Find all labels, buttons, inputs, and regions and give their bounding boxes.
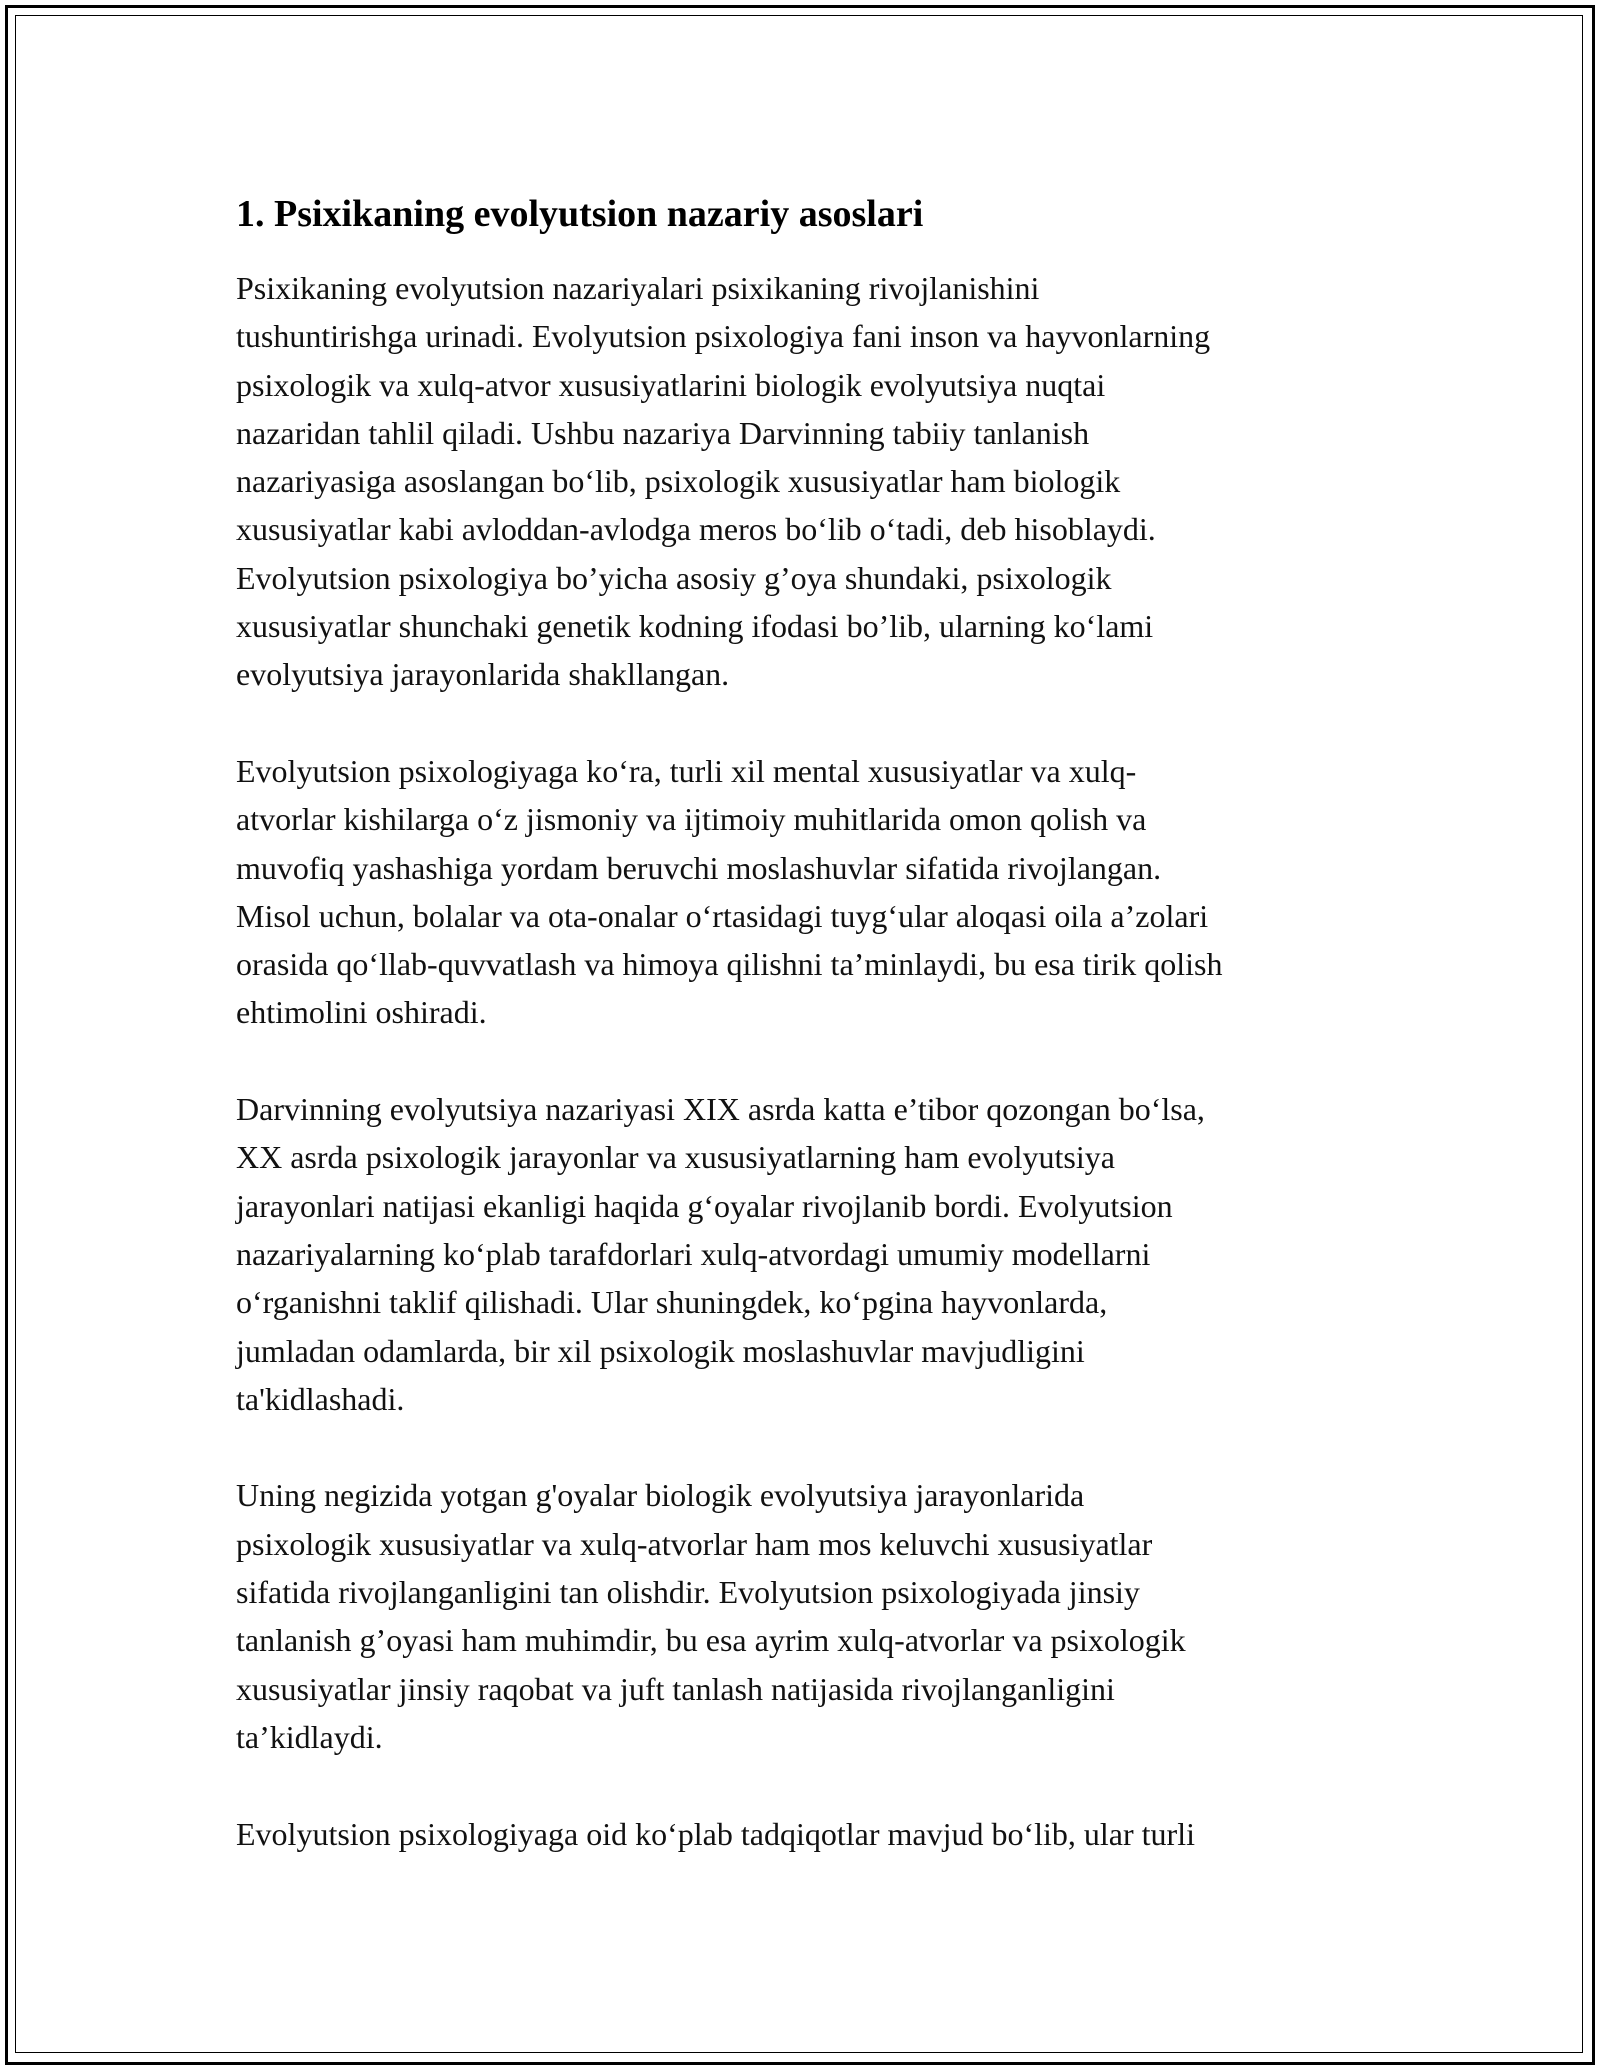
paragraph-line: o‘rganishni taklif qilishadi. Ular shuningdek, ko‘pgina hayvonlarda,	[236, 1284, 1108, 1321]
paragraph-line: evolyutsiya jarayonlarida shakllangan.	[236, 656, 730, 693]
paragraph-line: Psixikaning evolyutsion nazariyalari psixikaning rivojlanishini	[236, 270, 1040, 306]
paragraph-line: atvorlar kishilarga o‘z jismoniy va ijtimoiy muhitlarida omon qolish va	[236, 801, 1147, 838]
paragraph-line: jumladan odamlarda, bir xil psixologik moslashuvlar mavjudligini	[236, 1332, 1085, 1369]
paragraph-line: Uning negizida yotgan g'oyalar biologik evolyutsiya jarayonlarida	[236, 1477, 1085, 1514]
paragraph-line: xususiyatlar jinsiy raqobat va juft tanlash natijasida rivojlanganligini	[236, 1670, 1115, 1707]
paragraph-spacer	[236, 1761, 1386, 1809]
section-title: 1. Psixikaning evolyutsion nazariy asoslari	[236, 193, 924, 235]
paragraph-line: muvofiq yashashiga yordam beruvchi moslashuvlar sifatida rivojlangan.	[236, 849, 1162, 886]
paragraph-spacer	[236, 1423, 1386, 1471]
paragraph-line: Evolyutsion psixologiyaga ko‘ra, turli xil mental xususiyatlar va xulq-	[236, 752, 1137, 789]
paragraph-line: Evolyutsion psixologiya bo’yicha asosiy g’oya shundaki, psixologik	[236, 559, 1112, 596]
paragraph-line: ta’kidlaydi.	[236, 1718, 383, 1755]
paragraph-line: tanlanish g’oyasi ham muhimdir, bu esa ayrim xulq-atvorlar va psixologik	[236, 1622, 1186, 1659]
paragraph-line: xususiyatlar shunchaki genetik kodning ifodasi bo’lib, ularning ko‘lami	[236, 608, 1154, 645]
paragraph	[236, 264, 1386, 699]
paragraph-line: Darvinning evolyutsiya nazariyasi XIX asrda katta e’tibor qozongan bo‘lsa,	[236, 1091, 1205, 1128]
paragraph-container	[236, 264, 1386, 1858]
paragraph-line: nazariyalarning ko‘plab tarafdorlari xulq-atvordagi umumiy modellarni	[236, 1235, 1151, 1272]
paragraph-line: Evolyutsion psixologiyaga oid ko‘plab tadqiqotlar mavjud bo‘lib, ular turli	[236, 1815, 1195, 1852]
paragraph-line: orasida qo‘llab-quvvatlash va himoya qilishni ta’minlaydi, bu esa tirik qolish	[236, 946, 1223, 983]
paragraph-line: psixologik va xulq-atvor xususiyatlarini biologik evolyutsiya nuqtai	[236, 366, 1106, 403]
paragraph-line: ehtimolini oshiradi.	[236, 994, 487, 1031]
paragraph	[236, 1810, 1386, 1858]
paragraph-line: sifatida rivojlanganligini tan olishdir. Evolyutsion psixologiyada jinsiy	[236, 1574, 1140, 1611]
paragraph-line: XX asrda psixologik jarayonlar va xususiyatlarning ham evolyutsiya	[236, 1139, 1115, 1176]
paragraph-line: ta'kidlashadi.	[236, 1380, 405, 1417]
paragraph-line: Misol uchun, bolalar va ota-onalar o‘rtasidagi tuyg‘ular aloqasi oila a’zolari	[236, 897, 1209, 934]
paragraph-line: nazariyasiga asoslangan bo‘lib, psixologik xususiyatlar ham biologik	[236, 463, 1121, 500]
paragraph-line: psixologik xususiyatlar va xulq-atvorlar ham mos keluvchi xususiyatlar	[236, 1525, 1153, 1562]
paragraph	[236, 747, 1386, 1037]
paragraph-line: jarayonlari natijasi ekanligi haqida g‘oyalar rivojlanib bordi. Evolyutsion	[236, 1187, 1173, 1224]
paragraph-spacer	[236, 699, 1386, 747]
paragraph-line: tushuntirishga urinadi. Evolyutsion psixologiya fani inson va hayvonlarning	[236, 318, 1211, 355]
paragraph	[236, 1471, 1386, 1761]
paragraph-spacer	[236, 1037, 1386, 1085]
paragraph-line: xususiyatlar kabi avloddan-avlodga meros bo‘lib o‘tadi, deb hisoblaydi.	[236, 511, 1156, 548]
document-body	[236, 190, 1386, 1858]
paragraph-line: nazaridan tahlil qiladi. Ushbu nazariya Darvinning tabiiy tanlanish	[236, 414, 1090, 451]
paragraph	[236, 1085, 1386, 1423]
